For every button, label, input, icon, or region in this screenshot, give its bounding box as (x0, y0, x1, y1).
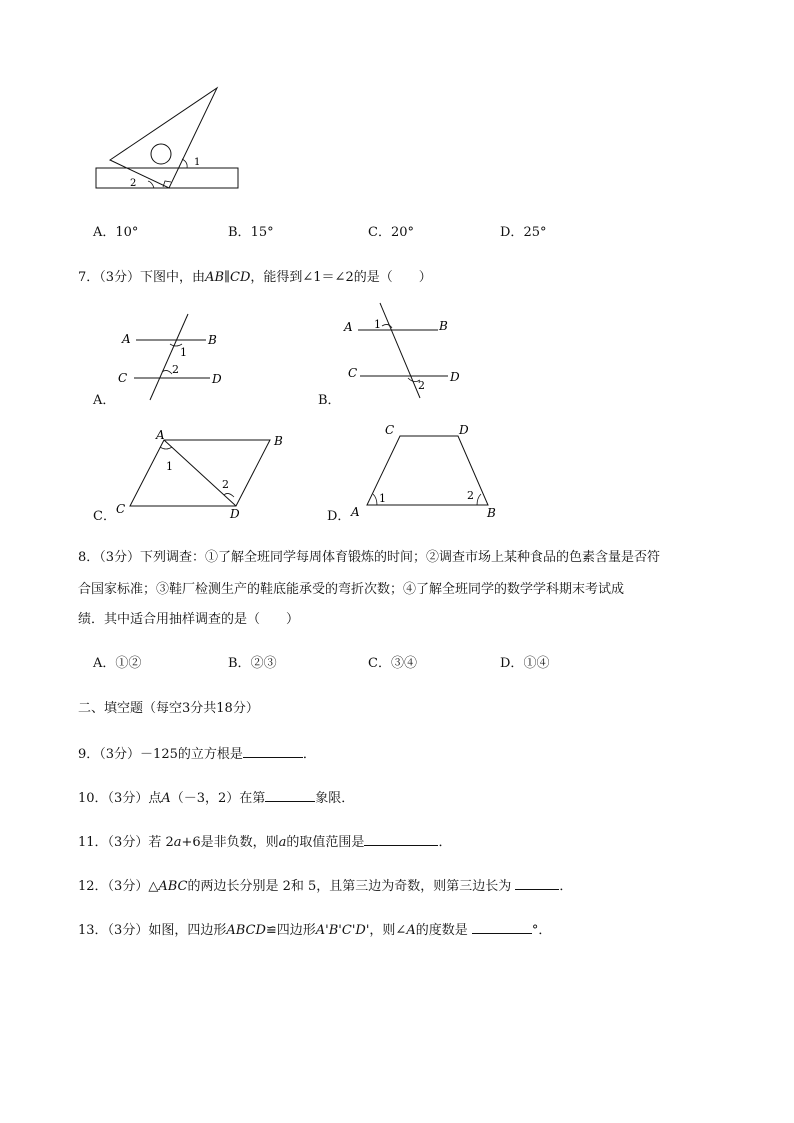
q6-figure (90, 82, 250, 197)
svg-text:2: 2 (467, 489, 474, 502)
q8-line-2: 合国家标准；③鞋厂检测生产的鞋底能承受的弯折次数；④了解全班同学的数学学科期末考试成 (78, 582, 625, 597)
q7-option-d-label[interactable]: D． (327, 509, 351, 524)
section-heading-fill-in: 二、填空题（每空3分共18分） (78, 701, 259, 716)
q7-figure-c (112, 425, 292, 520)
q7-figure-b (338, 300, 468, 400)
svg-text:C: C (116, 502, 126, 516)
q6-option-c[interactable]: C．20° (368, 225, 414, 240)
ruler (96, 168, 238, 188)
svg-text:2: 2 (418, 379, 425, 392)
svg-text:2: 2 (172, 363, 179, 376)
q11-answer-blank[interactable] (364, 833, 438, 846)
q6-option-a[interactable]: A．10° (93, 225, 139, 240)
svg-text:A: A (156, 428, 165, 442)
q8-option-d[interactable]: D．①④ (500, 656, 550, 671)
triangle-ruler (110, 88, 217, 188)
svg-text:D: D (450, 370, 460, 384)
q13: 13．（3分）如图，四边形ABCD≌四边形A'B'C'D'，则∠A的度数是 °． (78, 923, 552, 938)
q7-option-c-label[interactable]: C． (93, 509, 116, 524)
q9-answer-blank[interactable] (243, 745, 303, 758)
q10-answer-blank[interactable] (265, 789, 315, 802)
svg-text:B: B (274, 434, 283, 448)
svg-text:C: C (118, 371, 128, 385)
q8-line-3: 绩．其中适合用抽样调查的是（ ） (78, 612, 300, 627)
q12: 12．（3分）△ABC的两边长分别是 2和 5，且第三边为奇数，则第三边长为 ． (78, 879, 573, 894)
angle-2-arc (148, 181, 154, 188)
q7-stem: 7．（3分）下图中，由AB∥CD，能得到∠1＝∠2的是（ ） (78, 270, 432, 285)
svg-text:1: 1 (374, 318, 381, 331)
svg-text:D: D (212, 372, 222, 386)
q13-answer-blank[interactable] (472, 921, 532, 934)
svg-text:A: A (351, 505, 360, 518)
q8-option-b[interactable]: B．②③ (228, 656, 277, 671)
q9: 9．（3分）－125的立方根是 ． (78, 747, 316, 762)
triangle-hole (151, 144, 171, 164)
svg-text:1: 1 (379, 492, 386, 505)
q7-figure-d (345, 418, 505, 518)
q7-option-b-label[interactable]: B． (318, 393, 341, 408)
svg-text:A: A (122, 332, 131, 346)
svg-text:1: 1 (180, 346, 187, 359)
q7-figure-a (110, 310, 230, 405)
svg-text:B: B (439, 319, 448, 333)
svg-text:B: B (208, 333, 217, 347)
q8-option-c[interactable]: C．③④ (368, 656, 417, 671)
q12-answer-blank[interactable] (515, 877, 559, 890)
q8-line-1: 8．（3分）下列调查：①了解全班同学每周体育锻炼的时间；②调查市场上某种食品的色素含量是否符 (78, 550, 661, 565)
svg-text:D: D (230, 507, 240, 520)
svg-text:C: C (348, 366, 358, 380)
svg-text:1: 1 (166, 460, 173, 473)
q10: 10．（3分）点A（－3，2）在第 象限． (78, 791, 355, 806)
q8-option-a[interactable]: A．①② (93, 656, 142, 671)
q11: 11．（3分）若 2a+6是非负数，则a的取值范围是 ． (78, 835, 452, 850)
q6-option-d[interactable]: D．25° (500, 225, 547, 240)
svg-text:A: A (344, 320, 353, 334)
svg-text:2: 2 (222, 478, 229, 491)
q6-option-b[interactable]: B．15° (228, 225, 274, 240)
angle-1-label: 1 (194, 157, 201, 168)
svg-text:C: C (385, 423, 395, 437)
svg-text:B: B (487, 506, 496, 518)
q7-option-a-label[interactable]: A． (93, 393, 116, 408)
angle-2-label: 2 (130, 178, 137, 189)
svg-text:D: D (459, 423, 469, 437)
